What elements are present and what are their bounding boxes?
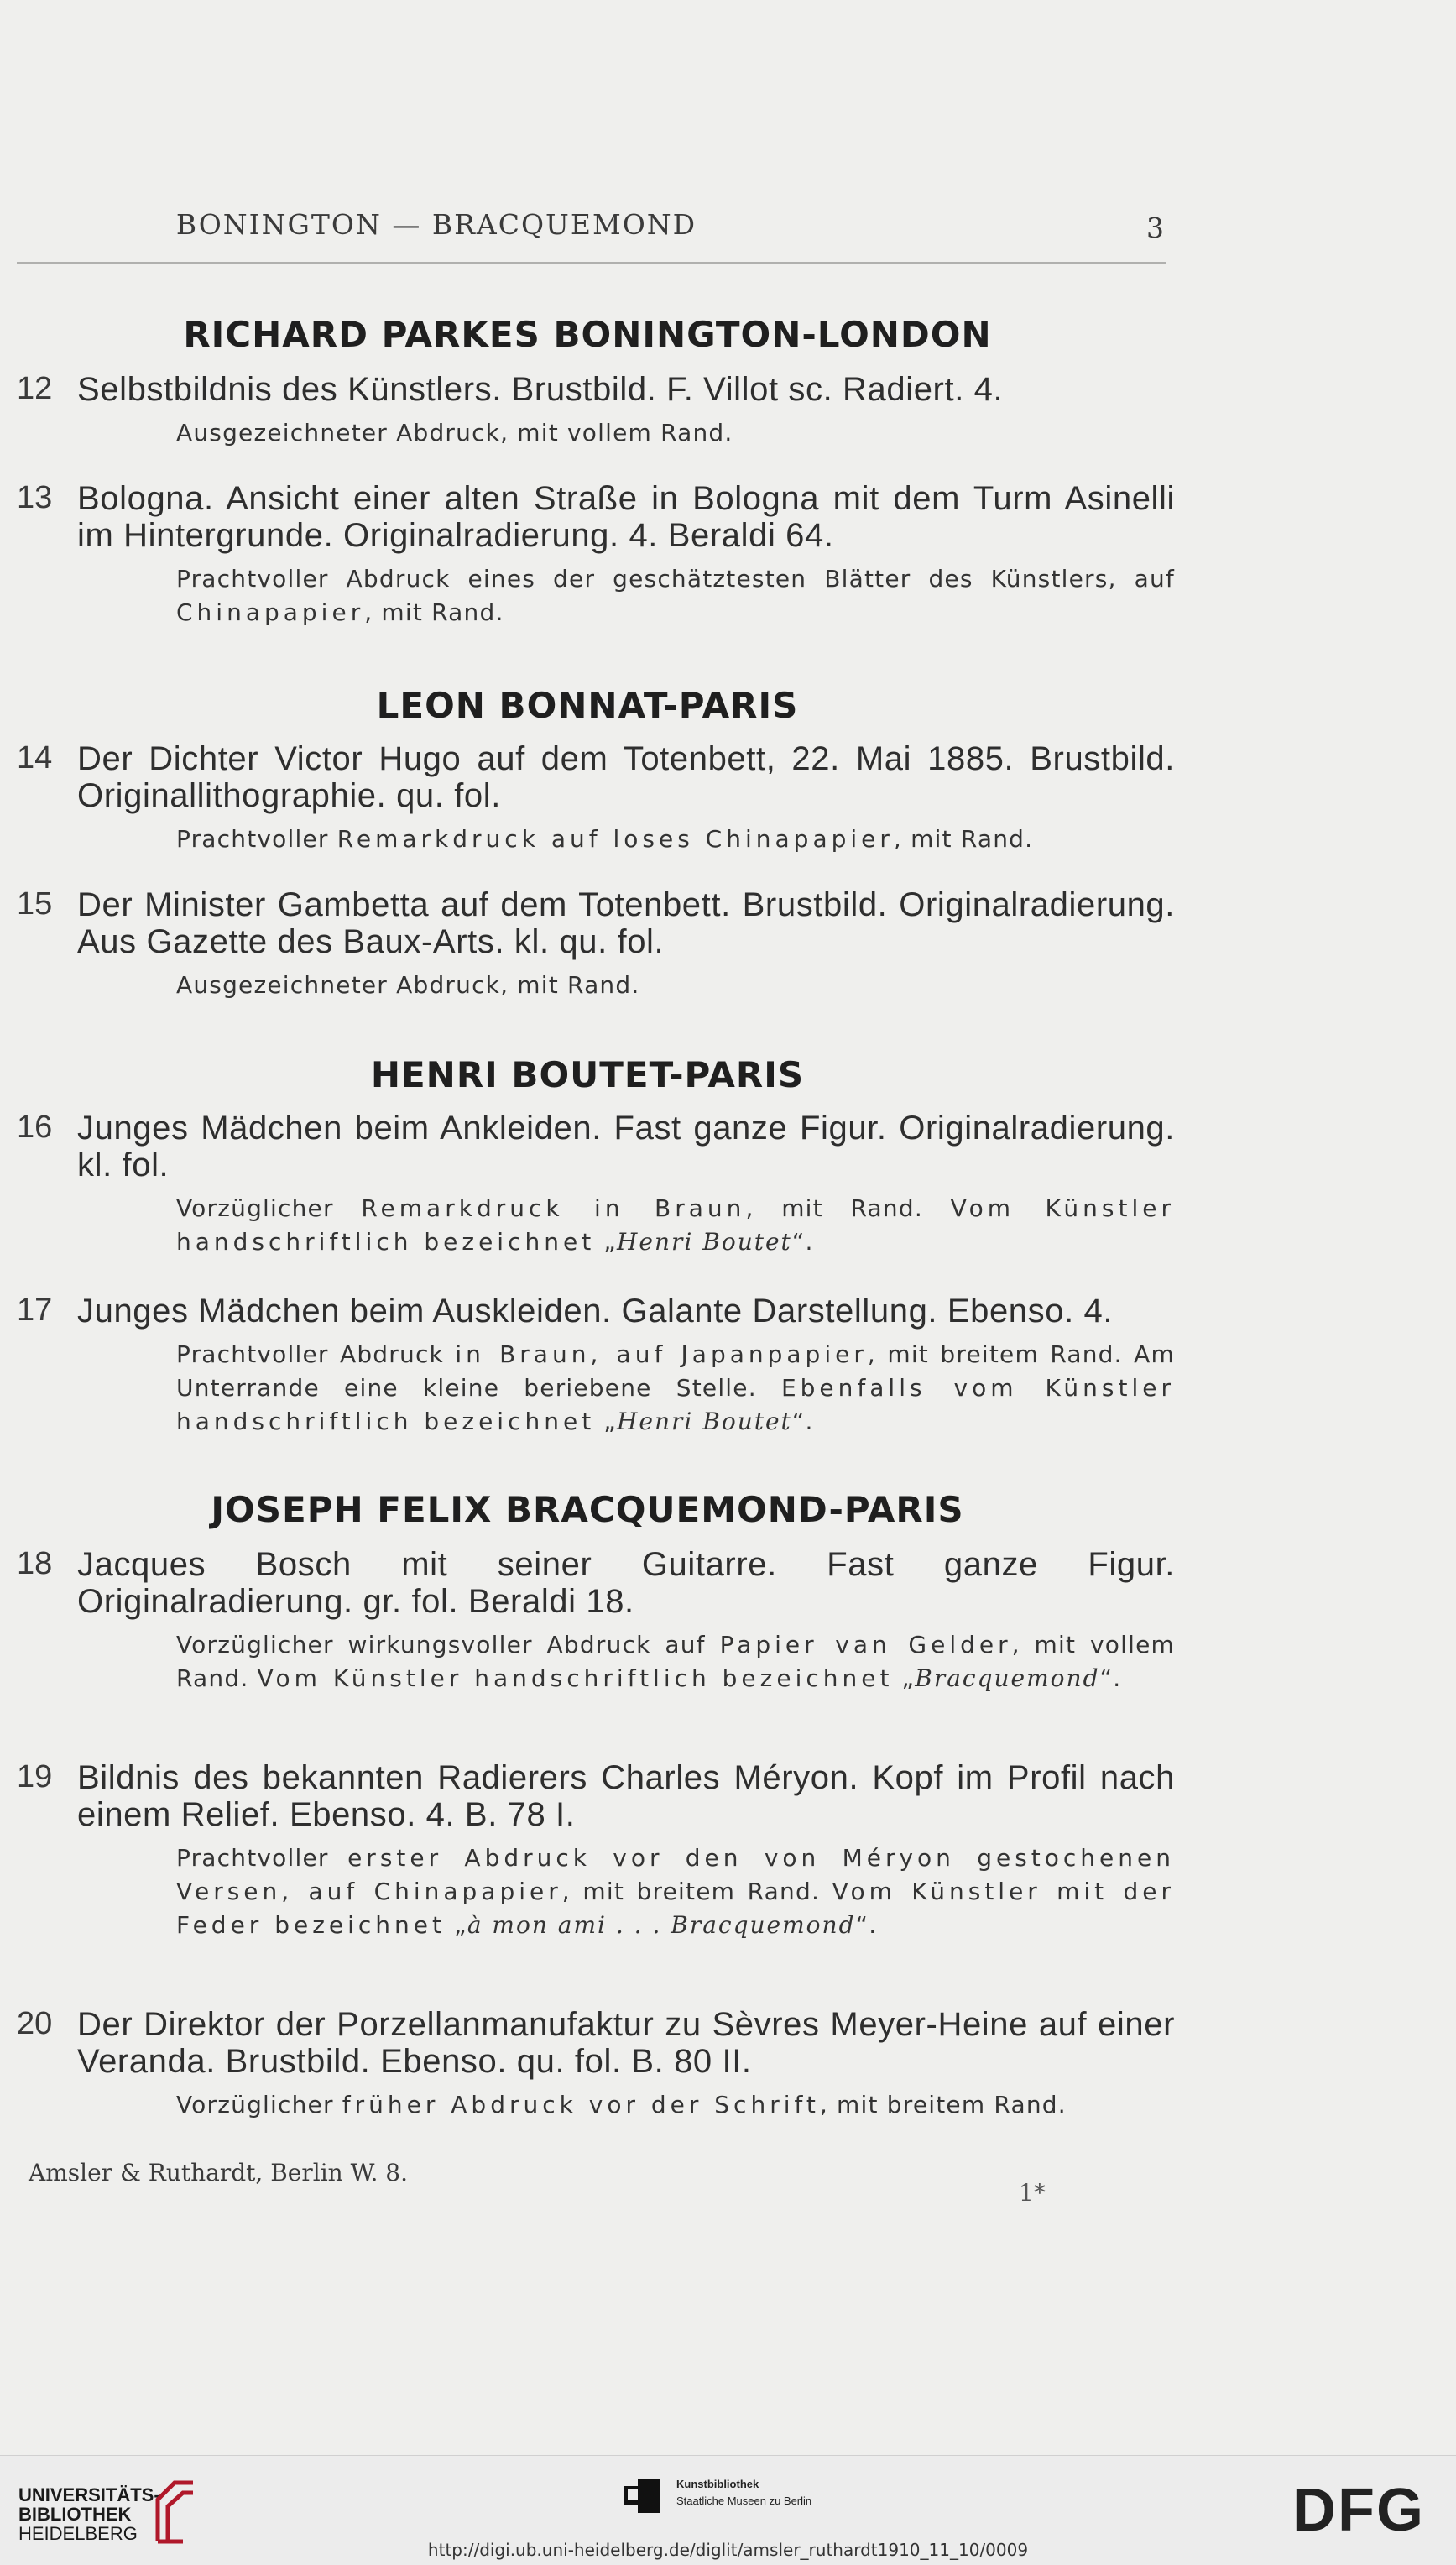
- entry-note: Ausgezeichneter Abdruck, mit Rand.: [176, 971, 640, 999]
- entry-number: 14: [17, 740, 53, 776]
- entry-description: Jacques Bosch mit seiner Guitarre. Fast ganze Figur. Originalradierung. gr. fol. Beraldi 18.: [77, 1546, 1175, 1620]
- entry-number: 15: [17, 886, 53, 922]
- catalog-entry: [17, 2006, 1175, 2122]
- section-heading: LEON BONNAT-PARIS: [376, 685, 799, 726]
- permalink-url[interactable]: http://digi.ub.uni-heidelberg.de/diglit/amsler_ruthardt1910_11_10/0009: [427, 2540, 1029, 2560]
- section-heading: RICHARD PARKES BONINGTON-LONDON: [183, 314, 992, 355]
- entry-description: Bologna. Ansicht einer alten Straße in Bologna mit dem Turm Asinelli im Hintergrunde. Originalradierung. 4. Beraldi 64.: [77, 480, 1175, 554]
- viewer-footer: [0, 2455, 1456, 2565]
- university-mark-icon: [149, 2474, 200, 2547]
- university-library-logo[interactable]: UNIVERSITÄTS- BIBLIOTHEK HEIDELBERG: [18, 2484, 160, 2544]
- catalog-entry: [17, 1110, 1175, 1259]
- entry-number: 13: [17, 480, 53, 515]
- entry-note: Prachtvoller Abdruck eines der geschätztesten Blätter des Künstlers, auf Chinapapier, mit Rand.: [176, 565, 1175, 626]
- entry-description: Bildnis des bekannten Radierers Charles Méryon. Kopf im Profil nach einem Relief. Ebenso. 4. B. 78 I.: [77, 1759, 1175, 1833]
- entry-note: Prachtvoller Abdruck in Braun, auf Japanpapier, mit breitem Rand. Am Unterrande eine kleine beriebene Stelle. Ebenfalls vom Künstler handschriftlich bezeichnet „Henri Boutet“.: [176, 1340, 1175, 1435]
- page-number: 3: [1146, 212, 1164, 244]
- entry-note: Vorzüglicher Remarkdruck in Braun, mit Rand. Vom Künstler handschriftlich bezeichnet „Henri Boutet“.: [176, 1194, 1176, 1256]
- entry-description: Der Dichter Victor Hugo auf dem Totenbett, 22. Mai 1885. Brustbild. Originallithographie. qu. fol.: [77, 740, 1175, 814]
- entry-number: 20: [17, 2006, 53, 2041]
- entry-note: Vorzüglicher früher Abdruck vor der Schrift, mit breitem Rand.: [176, 2091, 1067, 2118]
- kunstbibliothek-logo-icon: [621, 2474, 665, 2518]
- entry-note: Ausgezeichneter Abdruck, mit vollem Rand.: [176, 419, 733, 447]
- signature-mark: 1*: [1019, 2179, 1046, 2207]
- kunstbibliothek-label: Kunstbibliothek Staatliche Museen zu Berlin: [676, 2478, 812, 2507]
- entry-note: Prachtvoller Remarkdruck auf loses Chinapapier, mit Rand.: [176, 825, 1034, 853]
- printer-imprint: Amsler & Ruthardt, Berlin W. 8.: [29, 2159, 409, 2186]
- entry-number: 16: [17, 1110, 53, 1145]
- entry-number: 18: [17, 1546, 53, 1581]
- catalog-entry: [17, 740, 1175, 856]
- catalog-entry: [17, 480, 1175, 629]
- section-heading: HENRI BOUTET-PARIS: [370, 1054, 805, 1095]
- catalog-entry: [17, 1293, 1175, 1439]
- entry-note: Vorzüglicher wirkungsvoller Abdruck auf Papier van Gelder, mit vollem Rand. Vom Künstler handschriftlich bezeichnet „Bracquemond“.: [176, 1631, 1175, 1692]
- header-rule: [17, 262, 1166, 264]
- entry-number: 19: [17, 1759, 53, 1794]
- running-title: BONINGTON — BRACQUEMOND: [175, 208, 697, 241]
- entry-note: Prachtvoller erster Abdruck vor den von Méryon gestochenen Versen, auf Chinapapier, mit breitem Rand. Vom Künstler mit der Feder bezeichnet „à mon ami . . . Bracquemond“.: [176, 1844, 1175, 1939]
- entry-description: Der Minister Gambetta auf dem Totenbett. Brustbild. Originalradierung. Aus Gazette des Baux-Arts. kl. qu. fol.: [77, 886, 1175, 960]
- entry-number: 12: [17, 371, 53, 406]
- entry-description: Junges Mädchen beim Ankleiden. Fast ganze Figur. Originalradierung. kl. fol.: [77, 1110, 1175, 1183]
- entry-description: Junges Mädchen beim Auskleiden. Galante Darstellung. Ebenso. 4.: [77, 1293, 1114, 1330]
- entry-description: Der Direktor der Porzellanmanufaktur zu Sèvres Meyer-Heine auf einer Veranda. Brustbild. Ebenso. qu. fol. B. 80 II.: [77, 2006, 1175, 2080]
- entry-description: Selbstbildnis des Künstlers. Brustbild. F. Villot sc. Radiert. 4.: [77, 371, 1004, 408]
- catalog-entry: [17, 1546, 1175, 1695]
- catalog-entry: [17, 371, 1175, 450]
- dfg-logo[interactable]: DFG: [1292, 2477, 1425, 2544]
- catalog-entry: [17, 886, 1175, 1002]
- catalog-entry: [17, 1759, 1175, 1942]
- entry-number: 17: [17, 1293, 53, 1328]
- section-heading: JOSEPH FELIX BRACQUEMOND-PARIS: [211, 1489, 964, 1530]
